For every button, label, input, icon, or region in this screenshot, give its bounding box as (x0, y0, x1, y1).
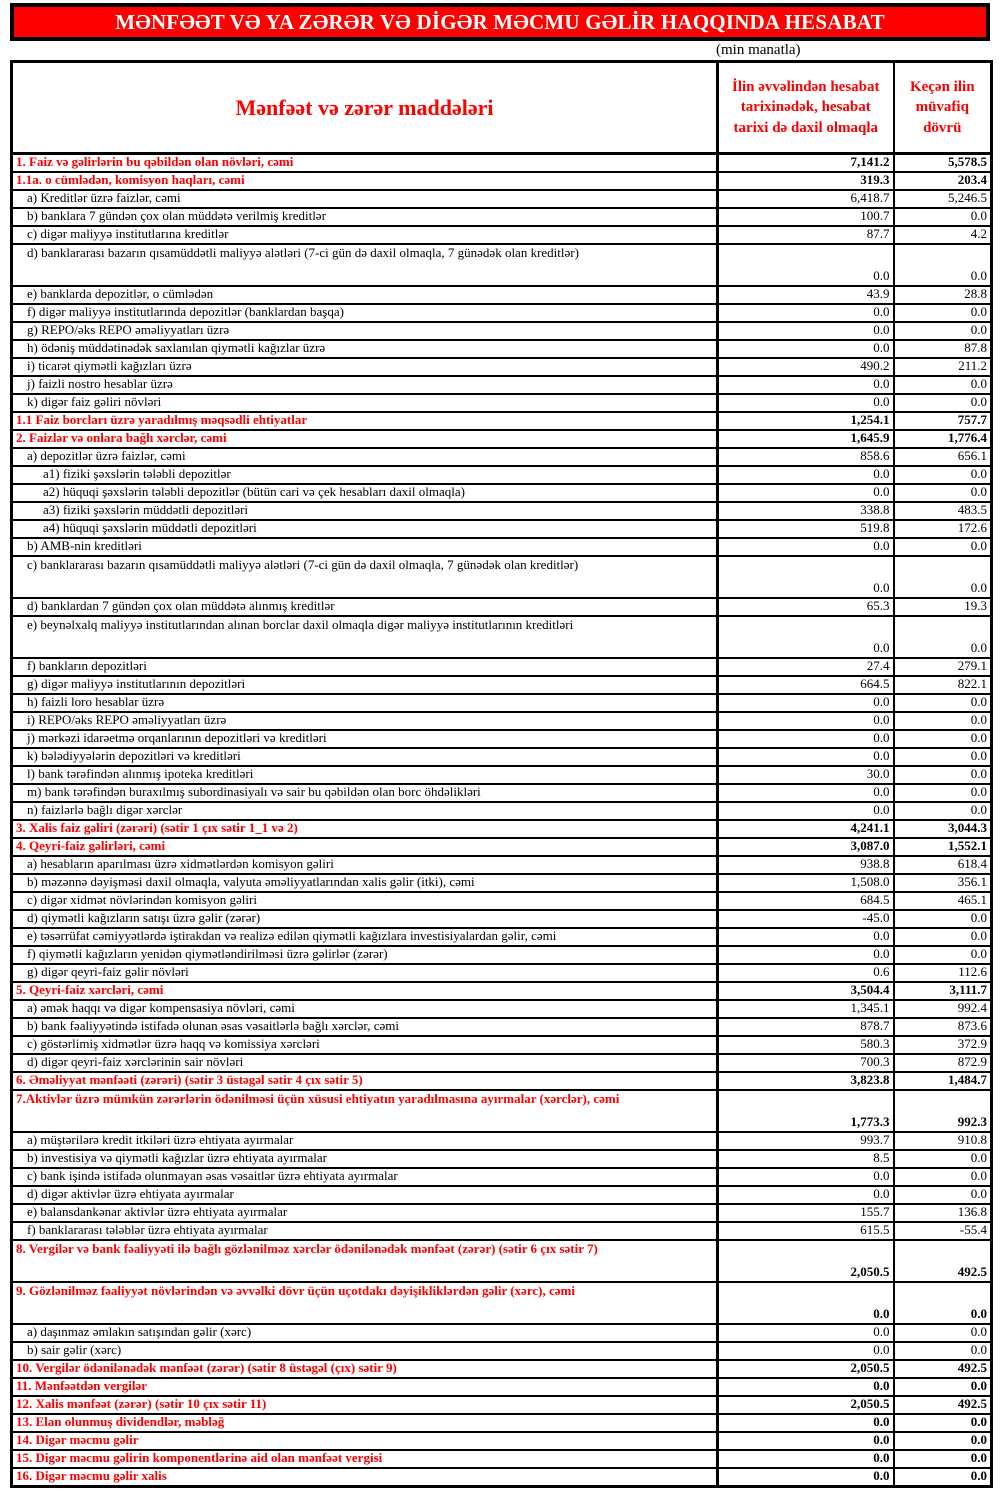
table-row (12, 1186, 992, 1204)
row-label: k) bələdiyyələrin depozitləri və kreditləri (12, 748, 718, 766)
row-value-current: 3,504.4 (718, 982, 894, 1000)
row-value-current: 0.0 (718, 712, 894, 730)
row-value-current: 0.0 (718, 394, 894, 412)
row-value-previous: -55.4 (894, 1222, 992, 1240)
row-value-previous: 172.6 (894, 520, 992, 538)
row-label: f) qiymətli kağızların yenidən qiymətləndirilməsi üzrə gəlirlər (zərər) (12, 946, 718, 964)
table-row (12, 1432, 992, 1450)
row-value-previous: 0.0 (894, 376, 992, 394)
row-label: d) digər aktivlər üzrə ehtiyata ayırmalar (12, 1186, 718, 1204)
row-label: a2) hüquqi şəxslərin tələbli depozitlər (bütün cari və çek hesabları daxil olmaqla) (12, 484, 718, 502)
row-label: b) bank fəaliyyətində istifadə olunan əsas vəsaitlərlə bağlı xərclər, cəmi (12, 1018, 718, 1036)
table-row (12, 964, 992, 982)
row-value-current: 2,050.5 (718, 1396, 894, 1414)
row-label: k) digər faiz gəliri növləri (12, 394, 718, 412)
table-row (12, 766, 992, 784)
row-label: 7.Aktivlər üzrə mümkün zərərlərin ödənilməsi üçün xüsusi ehtiyatın yaradılmasına ayırmalar (xərclər), cəmi (12, 1090, 718, 1132)
row-label: b) banklara 7 gündən çox olan müddətə verilmiş kreditlər (12, 208, 718, 226)
row-label: h) faizli loro hesablar üzrə (12, 694, 718, 712)
table-row (12, 190, 992, 208)
table-row (12, 286, 992, 304)
table-row (12, 430, 992, 448)
row-label: a1) fiziki şəxslərin tələbli depozitlər (12, 466, 718, 484)
row-value-current: 1,345.1 (718, 1000, 894, 1018)
row-value-current: 0.0 (718, 616, 894, 658)
table-row (12, 784, 992, 802)
table-row (12, 448, 992, 466)
table-row (12, 358, 992, 376)
row-value-current: 0.0 (718, 322, 894, 340)
row-value-previous: 656.1 (894, 448, 992, 466)
row-value-current: 0.0 (718, 1468, 894, 1486)
row-value-current: 0.0 (718, 1186, 894, 1204)
row-value-previous: 0.0 (894, 712, 992, 730)
row-value-current: 580.3 (718, 1036, 894, 1054)
row-label: a) depozitlər üzrə faizlər, cəmi (12, 448, 718, 466)
row-value-previous: 1,776.4 (894, 430, 992, 448)
row-value-previous: 5,578.5 (894, 154, 992, 172)
row-value-previous: 0.0 (894, 1168, 992, 1186)
row-label: n) faizlərlə bağlı digər xərclər (12, 802, 718, 820)
row-value-previous: 0.0 (894, 556, 992, 598)
table-row (12, 466, 992, 484)
row-value-current: 0.0 (718, 1168, 894, 1186)
table-row (12, 154, 992, 172)
table-row (12, 322, 992, 340)
row-value-previous: 0.0 (894, 1378, 992, 1396)
row-value-current: 0.0 (718, 376, 894, 394)
row-label: 2. Faizlər və onlara bağlı xərclər, cəmi (12, 430, 718, 448)
row-value-current: 700.3 (718, 1054, 894, 1072)
row-label: b) investisiya və qiymətli kağızlar üzrə ehtiyata ayırmalar (12, 1150, 718, 1168)
row-value-current: 615.5 (718, 1222, 894, 1240)
row-value-previous: 0.0 (894, 1414, 992, 1432)
row-value-previous: 4.2 (894, 226, 992, 244)
row-value-current: 2,050.5 (718, 1240, 894, 1282)
table-row (12, 226, 992, 244)
row-value-current: -45.0 (718, 910, 894, 928)
row-value-current: 0.0 (718, 1282, 894, 1324)
table-row (12, 1018, 992, 1036)
row-label: a) hesabların aparılması üzrə xidmətlərdən komisyon gəliri (12, 856, 718, 874)
row-label: c) göstərlimiş xidmətlər üzrə haqq və komissiya xərcləri (12, 1036, 718, 1054)
row-label: f) bankların depozitləri (12, 658, 718, 676)
row-value-current: 0.0 (718, 304, 894, 322)
row-label: 8. Vergilər və bank fəaliyyəti ilə bağlı gözlənilməz xərclər ödənilənədək mənfəət (zərər) (sətir 6 çıx sətir 7) (12, 1240, 718, 1282)
row-value-current: 2,050.5 (718, 1360, 894, 1378)
row-label: e) beynəlxalq maliyyə institutlarından alınan borclar daxil olmaqla digər maliyyə institutlarının kreditləri (12, 616, 718, 658)
row-value-previous: 0.0 (894, 616, 992, 658)
row-value-previous: 0.0 (894, 208, 992, 226)
row-value-previous: 136.8 (894, 1204, 992, 1222)
table-row (12, 376, 992, 394)
table-row (12, 244, 992, 286)
table-row (12, 208, 992, 226)
row-value-previous: 0.0 (894, 538, 992, 556)
row-label: 3. Xalis faiz gəliri (zərəri) (sətir 1 çıx sətir 1_1 və 2) (12, 820, 718, 838)
row-value-current: 1,508.0 (718, 874, 894, 892)
row-label: d) banklararası bazarın qısamüddətli maliyyə alətləri (7-ci gün də daxil olmaqla, 7 günədək olan kreditlər) (12, 244, 718, 286)
table-row (12, 1450, 992, 1468)
row-value-previous: 757.7 (894, 412, 992, 430)
row-value-previous: 1,552.1 (894, 838, 992, 856)
report-page (0, 3, 1000, 1488)
row-value-previous: 28.8 (894, 286, 992, 304)
header-items-column: Mənfəət və zərər maddələri (12, 62, 718, 154)
table-row (12, 1204, 992, 1222)
row-value-current: 8.5 (718, 1150, 894, 1168)
row-value-previous: 910.8 (894, 1132, 992, 1150)
row-label: i) ticarət qiymətli kağızları üzrə (12, 358, 718, 376)
row-label: d) banklardan 7 gündən çox olan müddətə alınmış kreditlər (12, 598, 718, 616)
table-row (12, 520, 992, 538)
table-row (12, 928, 992, 946)
row-value-current: 0.0 (718, 466, 894, 484)
table-row (12, 730, 992, 748)
row-label: 4. Qeyri-faiz gəlirləri, cəmi (12, 838, 718, 856)
row-label: b) AMB-nin kreditləri (12, 538, 718, 556)
table-row (12, 1090, 992, 1132)
table-row (12, 1000, 992, 1018)
row-label: 1.1 Faiz borcları üzrə yaradılmış məqsədli ehtiyatlar (12, 412, 718, 430)
table-row (12, 910, 992, 928)
row-value-previous: 0.0 (894, 1186, 992, 1204)
header-previous-period-column: Keçən ilin müvafiq dövrü (894, 62, 992, 154)
row-label: a) əmək haqqı və digər kompensasiya növləri, cəmi (12, 1000, 718, 1018)
header-current-period-column: İlin əvvəlindən hesabat tarixinədək, hesabat tarixi də daxil olmaqla (718, 62, 894, 154)
table-row (12, 1360, 992, 1378)
row-value-current: 519.8 (718, 520, 894, 538)
row-value-previous: 0.0 (894, 466, 992, 484)
row-value-current: 878.7 (718, 1018, 894, 1036)
row-label: 14. Digər məcmu gəlir (12, 1432, 718, 1450)
row-label: b) məzənnə dəyişməsi daxil olmaqla, valyuta əməliyyatlarından xalis gəlir (itki), cəmi (12, 874, 718, 892)
row-label: a) daşınmaz əmlakın satışından gəlir (xərc) (12, 1324, 718, 1342)
profit-loss-table (10, 60, 993, 1488)
table-row (12, 712, 992, 730)
row-value-current: 0.0 (718, 1324, 894, 1342)
table-row (12, 484, 992, 502)
row-label: 9. Gözlənilməz fəaliyyət növlərindən və əvvəlki dövr üçün uçotdakı dəyişikliklərdən gəlir (xərc), cəmi (12, 1282, 718, 1324)
row-value-current: 0.0 (718, 1378, 894, 1396)
row-label: 1.1a. o cümlədən, komisyon haqları, cəmi (12, 172, 718, 190)
row-value-current: 993.7 (718, 1132, 894, 1150)
row-value-current: 43.9 (718, 286, 894, 304)
table-row (12, 1168, 992, 1186)
table-row (12, 304, 992, 322)
table-row (12, 616, 992, 658)
table-row (12, 1054, 992, 1072)
row-value-current: 938.8 (718, 856, 894, 874)
row-label: j) mərkəzi idarəetmə orqanlarının depozitləri və kreditləri (12, 730, 718, 748)
row-value-current: 3,087.0 (718, 838, 894, 856)
table-row (12, 1282, 992, 1324)
row-value-previous: 1,484.7 (894, 1072, 992, 1090)
row-value-current: 0.0 (718, 748, 894, 766)
row-value-previous: 0.0 (894, 394, 992, 412)
row-value-previous: 0.0 (894, 928, 992, 946)
table-row (12, 820, 992, 838)
row-value-current: 684.5 (718, 892, 894, 910)
row-value-previous: 0.0 (894, 694, 992, 712)
unit-note-row (0, 41, 1000, 60)
row-label: 10. Vergilər ödənilənədək mənfəət (zərər) (sətir 8 üstəgəl (çıx) sətir 9) (12, 1360, 718, 1378)
row-label: a) müştərilərə kredit itkiləri üzrə ehtiyata ayırmalar (12, 1132, 718, 1150)
row-label: 12. Xalis mənfəət (zərər) (sətir 10 çıx sətir 11) (12, 1396, 718, 1414)
row-value-previous: 0.0 (894, 748, 992, 766)
row-value-previous: 87.8 (894, 340, 992, 358)
row-value-current: 7,141.2 (718, 154, 894, 172)
row-value-current: 100.7 (718, 208, 894, 226)
row-value-previous: 873.6 (894, 1018, 992, 1036)
row-value-previous: 492.5 (894, 1360, 992, 1378)
row-label: g) digər qeyri-faiz gəlir növləri (12, 964, 718, 982)
row-value-previous: 0.0 (894, 484, 992, 502)
row-label: 13. Elan olunmuş dividendlər, məbləğ (12, 1414, 718, 1432)
table-row (12, 1468, 992, 1486)
row-value-previous: 211.2 (894, 358, 992, 376)
unit-note: (min manatla) (716, 42, 801, 58)
row-value-previous: 279.1 (894, 658, 992, 676)
table-body (12, 154, 992, 1487)
table-row (12, 394, 992, 412)
table-row (12, 838, 992, 856)
row-value-current: 0.0 (718, 1432, 894, 1450)
table-header (12, 62, 992, 154)
row-label: j) faizli nostro hesablar üzrə (12, 376, 718, 394)
report-title-banner (10, 3, 990, 41)
row-value-current: 0.0 (718, 340, 894, 358)
table-row (12, 658, 992, 676)
row-value-current: 0.0 (718, 928, 894, 946)
row-value-previous: 492.5 (894, 1240, 992, 1282)
row-value-current: 4,241.1 (718, 820, 894, 838)
row-label: e) banklarda depozitlər, o cümlədən (12, 286, 718, 304)
table-row (12, 412, 992, 430)
row-value-previous: 0.0 (894, 304, 992, 322)
row-value-current: 1,645.9 (718, 430, 894, 448)
row-value-current: 30.0 (718, 766, 894, 784)
row-value-current: 27.4 (718, 658, 894, 676)
row-value-previous: 112.6 (894, 964, 992, 982)
row-label: e) balansdankənar aktivlər üzrə ehtiyata ayırmalar (12, 1204, 718, 1222)
row-value-previous: 372.9 (894, 1036, 992, 1054)
row-value-current: 0.0 (718, 730, 894, 748)
row-value-current: 338.8 (718, 502, 894, 520)
row-label: 6. Əməliyyat mənfəəti (zərəri) (sətir 3 üstəgəl sətir 4 çıx sətir 5) (12, 1072, 718, 1090)
row-value-current: 0.0 (718, 784, 894, 802)
table-row (12, 1378, 992, 1396)
table-row (12, 1150, 992, 1168)
table-row (12, 556, 992, 598)
table-row (12, 694, 992, 712)
header-row (12, 62, 992, 154)
row-label: f) digər maliyyə institutlarında depozitlər (banklardan başqa) (12, 304, 718, 322)
row-value-current: 0.0 (718, 1414, 894, 1432)
row-value-previous: 0.0 (894, 766, 992, 784)
row-value-current: 319.3 (718, 172, 894, 190)
row-label: c) banklararası bazarın qısamüddətli maliyyə alətləri (7-ci gün də daxil olmaqla, 7 günədək olan kreditlər) (12, 556, 718, 598)
row-value-previous: 5,246.5 (894, 190, 992, 208)
row-label: f) banklararası tələblər üzrə ehtiyata ayırmalar (12, 1222, 718, 1240)
table-row (12, 538, 992, 556)
row-value-current: 155.7 (718, 1204, 894, 1222)
row-value-previous: 992.4 (894, 1000, 992, 1018)
row-value-current: 0.0 (718, 244, 894, 286)
row-value-current: 1,254.1 (718, 412, 894, 430)
table-row (12, 982, 992, 1000)
row-value-previous: 0.0 (894, 802, 992, 820)
table-row (12, 340, 992, 358)
table-row (12, 892, 992, 910)
row-value-previous: 0.0 (894, 784, 992, 802)
table-row (12, 1072, 992, 1090)
row-value-previous: 618.4 (894, 856, 992, 874)
table-row (12, 748, 992, 766)
row-label: 1. Faiz və gəlirlərin bu qəbildən olan növləri, cəmi (12, 154, 718, 172)
row-label: g) digər maliyyə institutlarının depozitləri (12, 676, 718, 694)
row-value-current: 0.0 (718, 694, 894, 712)
row-value-previous: 3,044.3 (894, 820, 992, 838)
row-value-current: 490.2 (718, 358, 894, 376)
row-value-previous: 0.0 (894, 1150, 992, 1168)
row-value-previous: 0.0 (894, 1282, 992, 1324)
row-label: e) təsərrüfat cəmiyyətlərdə iştirakdan və realizə edilən qiymətli kağızlara investisiyalardan gəlir, cəmi (12, 928, 718, 946)
table-row (12, 1132, 992, 1150)
table-row (12, 874, 992, 892)
row-label: d) digər qeyri-faiz xərclərinin sair növləri (12, 1054, 718, 1072)
row-label: c) digər xidmət növlərindən komisyon gəliri (12, 892, 718, 910)
table-row (12, 172, 992, 190)
table-row (12, 856, 992, 874)
row-value-previous: 0.0 (894, 244, 992, 286)
row-label: g) REPO/əks REPO əməliyyatları üzrə (12, 322, 718, 340)
row-value-current: 0.0 (718, 1450, 894, 1468)
table-row (12, 1222, 992, 1240)
row-value-current: 858.6 (718, 448, 894, 466)
table-row (12, 1414, 992, 1432)
table-row (12, 598, 992, 616)
row-value-previous: 992.3 (894, 1090, 992, 1132)
row-label: b) sair gəlir (xərc) (12, 1342, 718, 1360)
table-row (12, 1324, 992, 1342)
row-value-previous: 872.9 (894, 1054, 992, 1072)
row-value-previous: 0.0 (894, 1324, 992, 1342)
table-row (12, 1342, 992, 1360)
row-value-previous: 0.0 (894, 946, 992, 964)
row-label: a3) fiziki şəxslərin müddətli depozitləri (12, 502, 718, 520)
row-value-current: 0.0 (718, 1342, 894, 1360)
row-label: l) bank tərəfindən alınmış ipoteka kreditləri (12, 766, 718, 784)
row-value-current: 0.0 (718, 802, 894, 820)
report-title: MƏNFƏƏT VƏ YA ZƏRƏR VƏ DİGƏR MƏCMU GƏLİR HAQQINDA HESABAT (115, 9, 885, 34)
table-row (12, 1036, 992, 1054)
row-value-previous: 465.1 (894, 892, 992, 910)
row-label: 5. Qeyri-faiz xərcləri, cəmi (12, 982, 718, 1000)
row-value-current: 6,418.7 (718, 190, 894, 208)
row-label: 16. Digər məcmu gəlir xalis (12, 1468, 718, 1486)
row-value-previous: 356.1 (894, 874, 992, 892)
row-value-current: 0.0 (718, 538, 894, 556)
row-value-previous: 0.0 (894, 1468, 992, 1486)
table-row (12, 946, 992, 964)
row-value-previous: 0.0 (894, 1432, 992, 1450)
row-value-current: 0.0 (718, 946, 894, 964)
table-row (12, 1240, 992, 1282)
row-value-current: 0.0 (718, 484, 894, 502)
row-value-previous: 0.0 (894, 910, 992, 928)
row-value-previous: 492.5 (894, 1396, 992, 1414)
row-value-previous: 0.0 (894, 1342, 992, 1360)
row-label: c) digər maliyyə institutlarına kreditlər (12, 226, 718, 244)
row-value-current: 87.7 (718, 226, 894, 244)
row-value-current: 3,823.8 (718, 1072, 894, 1090)
row-label: a) Kreditlər üzrə faizlər, cəmi (12, 190, 718, 208)
table-row (12, 502, 992, 520)
table-row (12, 1396, 992, 1414)
row-label: i) REPO/əks REPO əməliyyatları üzrə (12, 712, 718, 730)
row-value-current: 65.3 (718, 598, 894, 616)
row-label: 15. Digər məcmu gəlirin komponentlərinə aid olan mənfəət vergisi (12, 1450, 718, 1468)
row-value-previous: 19.3 (894, 598, 992, 616)
table-row (12, 676, 992, 694)
row-label: d) qiymətli kağızların satışı üzrə gəlir (zərər) (12, 910, 718, 928)
row-label: 11. Mənfəətdən vergilər (12, 1378, 718, 1396)
row-value-current: 0.0 (718, 556, 894, 598)
row-value-current: 1,773.3 (718, 1090, 894, 1132)
table-row (12, 802, 992, 820)
row-value-previous: 0.0 (894, 730, 992, 748)
row-value-current: 664.5 (718, 676, 894, 694)
row-value-previous: 0.0 (894, 1450, 992, 1468)
row-value-current: 0.6 (718, 964, 894, 982)
row-label: c) bank işində istifadə olunmayan əsas vəsaitlər üzrə ehtiyata ayırmalar (12, 1168, 718, 1186)
row-value-previous: 483.5 (894, 502, 992, 520)
row-value-previous: 203.4 (894, 172, 992, 190)
row-value-previous: 3,111.7 (894, 982, 992, 1000)
row-value-previous: 822.1 (894, 676, 992, 694)
row-label: m) bank tərəfindən buraxılmış subordinasiyalı və sair bu qəbildən olan borc öhdəlikləri (12, 784, 718, 802)
row-value-previous: 0.0 (894, 322, 992, 340)
row-label: h) ödəniş müddətinədək saxlanılan qiymətli kağızlar üzrə (12, 340, 718, 358)
row-label: a4) hüquqi şəxslərin müddətli depozitləri (12, 520, 718, 538)
